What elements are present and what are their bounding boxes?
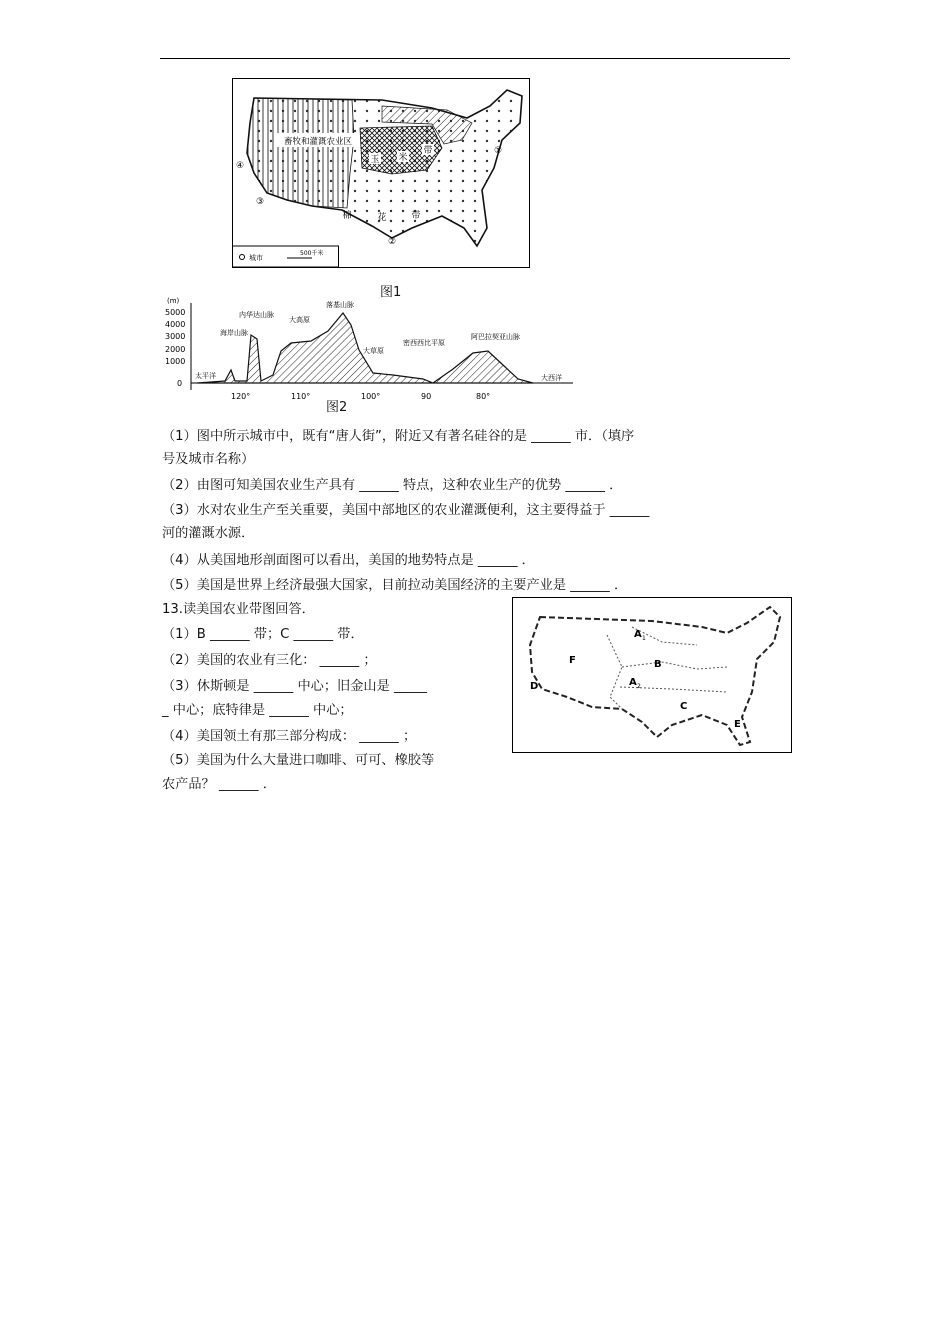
label-F: F bbox=[569, 655, 576, 666]
legend-scale: 500千米 bbox=[300, 250, 324, 257]
q13-line5b: 农产品？ ______ ． bbox=[162, 777, 276, 792]
x-tick: 100° bbox=[361, 392, 381, 401]
label-mississippi: 密西西比平原 bbox=[403, 339, 445, 347]
corn-char-1: 玉 bbox=[370, 155, 380, 165]
x-tick: 90 bbox=[421, 392, 432, 401]
figure2-caption: 图2 bbox=[326, 400, 348, 415]
city-marker-3: ③ bbox=[256, 197, 265, 207]
figure1-agri-map bbox=[232, 78, 530, 268]
city-marker-2: ② bbox=[388, 237, 397, 247]
label-A1: A bbox=[634, 629, 642, 640]
cotton-char-2: 花 bbox=[377, 213, 387, 223]
region-label: 畜牧和灌溉农业区 bbox=[283, 137, 353, 147]
figure1-caption: 图1 bbox=[380, 285, 402, 300]
q13-line5a: （5）美国为什么大量进口咖啡、可可、橡胶等 bbox=[162, 753, 435, 768]
q13-line2: （2）美国的农业有三化： ______ ； bbox=[162, 653, 377, 668]
y-tick: 1000 bbox=[165, 357, 186, 366]
corn-char-2: 米 bbox=[398, 153, 408, 163]
cotton-char-3: 带 bbox=[411, 211, 421, 221]
label-basin: 大高原 bbox=[289, 316, 310, 324]
city-marker-1: ① bbox=[494, 146, 503, 156]
q13-line3a: （3）休斯顿是 ______ 中心；旧金山是 _____ bbox=[162, 679, 427, 694]
label-E: E bbox=[734, 719, 741, 730]
y-tick: 3000 bbox=[165, 332, 186, 341]
label-D: D bbox=[530, 681, 539, 692]
label-plains: 大草原 bbox=[363, 347, 384, 355]
q13-line4: （4）美国领土有那三部分构成： ______ ； bbox=[162, 729, 417, 744]
q13-title: 13.读美国农业带图回答． bbox=[162, 602, 315, 617]
label-nevada: 内华达山脉 bbox=[239, 311, 274, 319]
question-1-line1: （1）图中所示城市中，既有“唐人街”，附近又有著名硅谷的是 ______ 市．（填序 bbox=[162, 429, 635, 444]
question-4: （4）从美国地形剖面图可以看出，美国的地势特点是 ______ ． bbox=[162, 553, 535, 568]
label-appalachian: 阿巴拉契亚山脉 bbox=[471, 333, 520, 341]
label-C: C bbox=[680, 701, 688, 712]
question-3-line1: （3）水对农业生产至关重要，美国中部地区的农业灌溉便利，这主要得益于 ______ bbox=[162, 503, 650, 518]
label-pacific: 太平洋 bbox=[195, 372, 216, 380]
label-B: B bbox=[654, 659, 662, 670]
header-rule bbox=[160, 58, 790, 59]
label-atlantic: 大西洋 bbox=[541, 374, 562, 382]
label-A2-sub: 2 bbox=[637, 683, 641, 690]
y-tick: 2000 bbox=[165, 345, 186, 354]
city-marker-4: ④ bbox=[236, 161, 245, 171]
label-coast-range: 海岸山脉 bbox=[220, 329, 248, 337]
x-tick: 110° bbox=[291, 392, 311, 401]
figure3-agri-belt-map bbox=[512, 597, 792, 753]
y-tick: 4000 bbox=[165, 320, 186, 329]
question-2: （2）由图可知美国农业生产具有 ______ 特点，这种农业生产的优势 ______ ． bbox=[162, 478, 623, 493]
q13-line1: （1）B ______ 带；C ______ 带． bbox=[162, 627, 364, 642]
y-tick: 0 bbox=[177, 379, 183, 388]
y-tick: 5000 bbox=[165, 308, 186, 317]
x-tick: 120° bbox=[231, 392, 251, 401]
question-5: （5）美国是世界上经济最强大国家，目前拉动美国经济的主要产业是 ______ ． bbox=[162, 578, 628, 593]
question-1-line2: 号及城市名称） bbox=[162, 452, 255, 467]
corn-char-3: 带 bbox=[423, 146, 433, 156]
cotton-char-1: 棉 bbox=[342, 211, 352, 221]
figure2-terrain-profile bbox=[163, 295, 583, 413]
y-unit: (m) bbox=[167, 297, 180, 305]
label-A1-sub: 1 bbox=[642, 635, 646, 642]
legend-city: 城市 bbox=[249, 254, 263, 262]
label-A2: A bbox=[629, 677, 637, 688]
x-tick: 80° bbox=[476, 392, 491, 401]
label-rockies: 落基山脉 bbox=[326, 301, 354, 309]
q13-line3b: _ 中心；底特律是 ______ 中心； bbox=[162, 703, 353, 718]
question-3-line2: 河的灌溉水源． bbox=[162, 526, 255, 541]
